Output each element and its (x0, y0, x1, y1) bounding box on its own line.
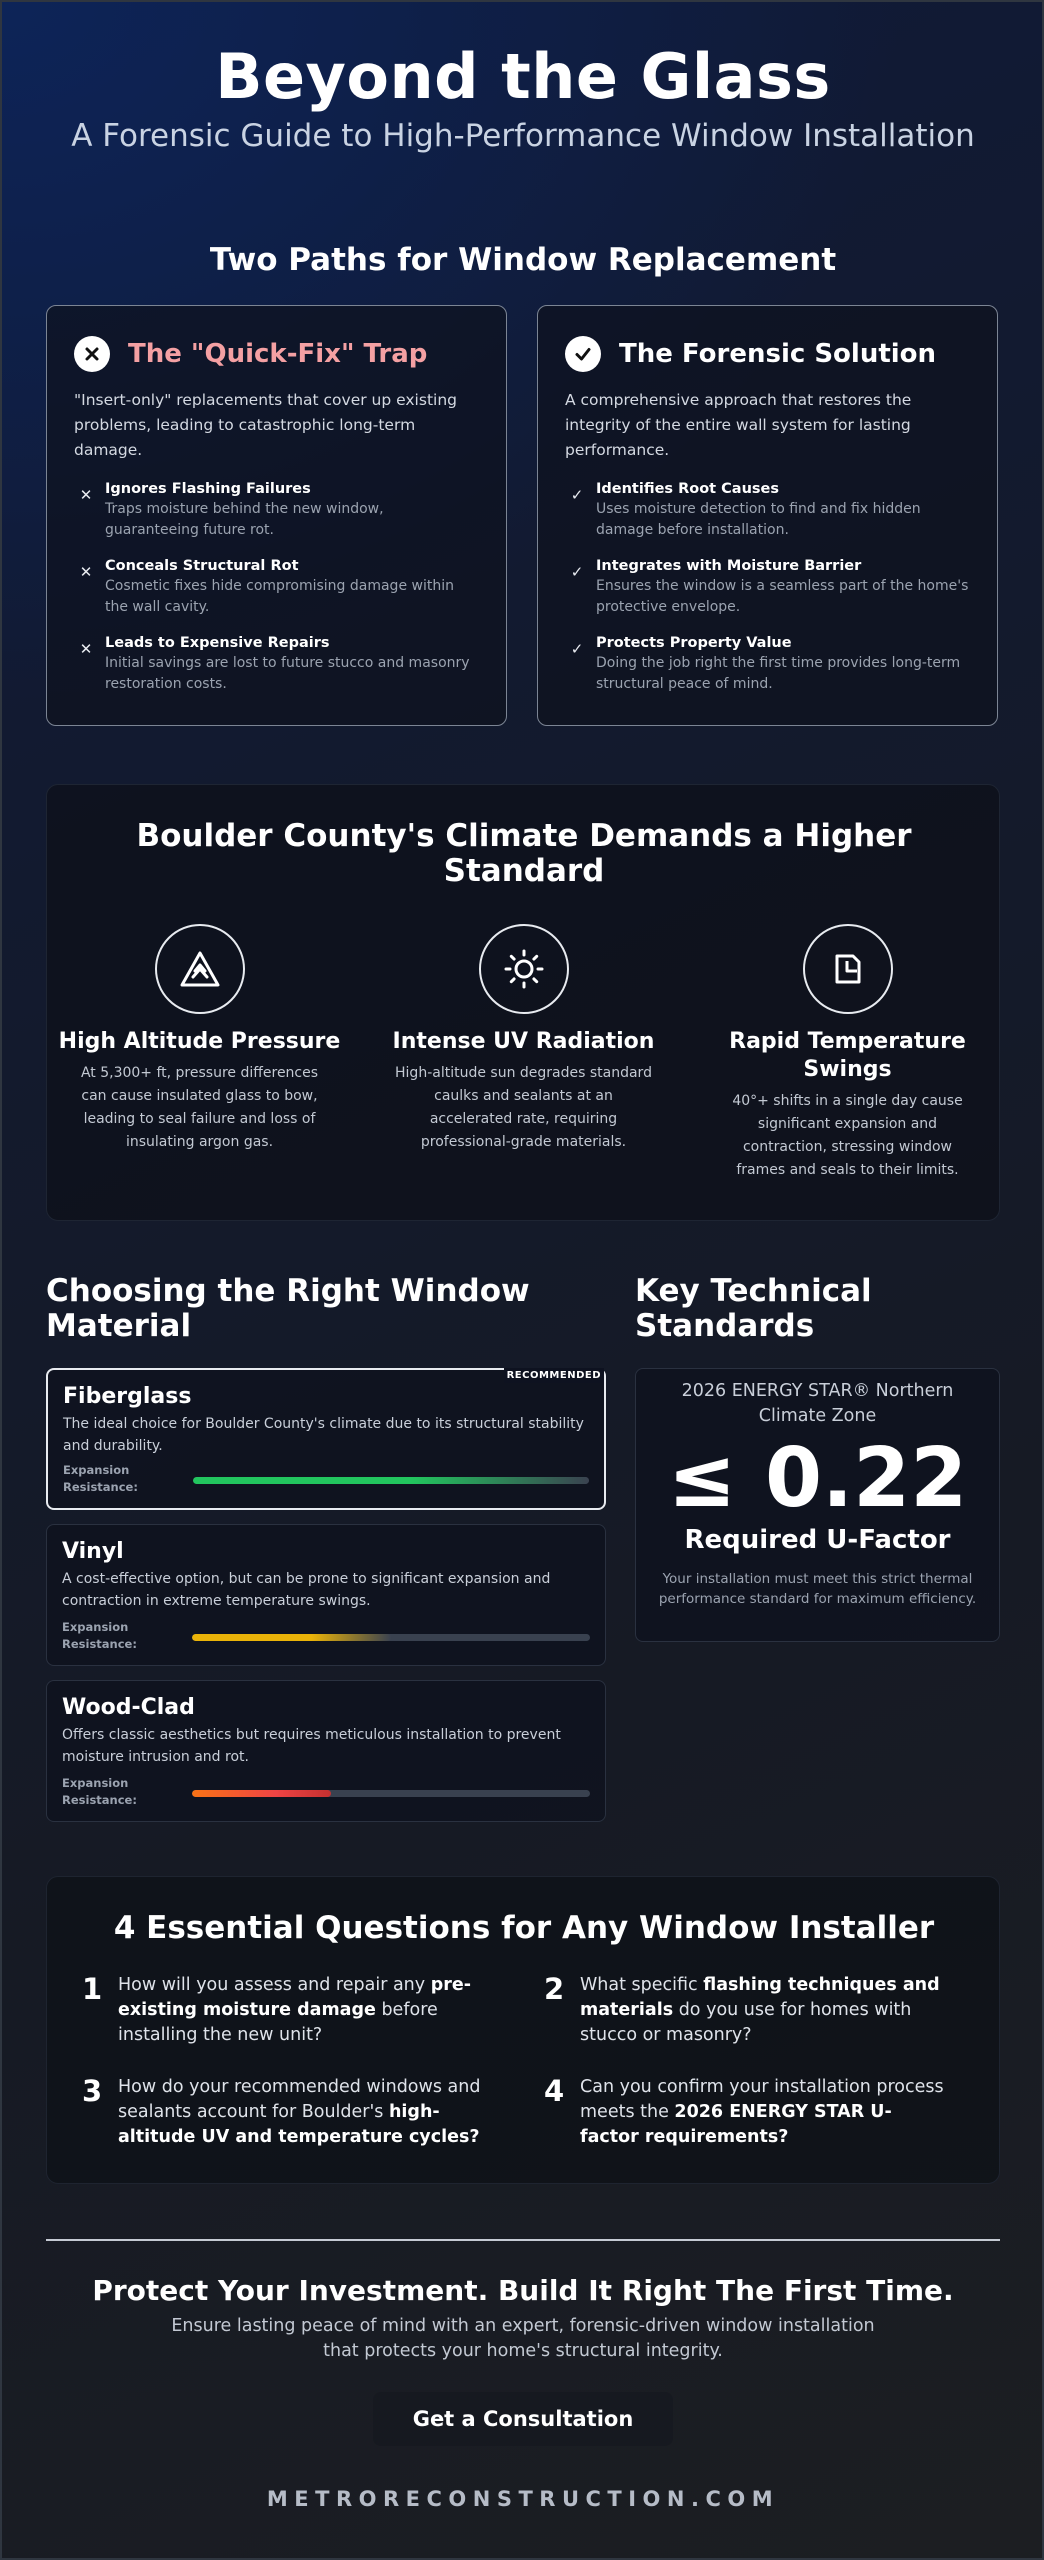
check-circle-icon (565, 336, 601, 372)
list-item (565, 557, 970, 618)
page-title: Beyond the Glass (215, 40, 831, 113)
climate-item-title: High Altitude Pressure (58, 1029, 341, 1054)
x-icon: ✕ (79, 563, 93, 581)
resistance-label: Expansion Resistance: (62, 1620, 137, 1651)
quick-fix-description: "Insert-only" replacements that cover up existing problems, leading to catastrophic long-term damage. (74, 391, 457, 459)
list-item (74, 557, 479, 618)
list-item (565, 634, 970, 695)
u-factor-value: ≤ 0.22 (667, 1431, 968, 1526)
mountain-icon (155, 924, 245, 1014)
divider (46, 2239, 1000, 2241)
list-item (74, 634, 479, 695)
resistance-bar (192, 1634, 590, 1641)
climate-item-description: High-altitude sun degrades standard caulks and sealants at an accelerated rate, requiring professional-grade materials. (395, 1065, 652, 1150)
item-description: Initial savings are lost to future stucco and masonry restoration costs. (105, 655, 470, 692)
website-link[interactable]: METRORECONSTRUCTION.COM (266, 2487, 780, 2511)
material-name: Vinyl (62, 1539, 124, 1564)
material-name: Fiberglass (63, 1384, 192, 1409)
cta-heading: Protect Your Investment. Build It Right The First Time. (92, 2274, 954, 2307)
climate-item-description: At 5,300+ ft, pressure differences can cause insulated glass to bow, leading to seal failure and loss of insulating argon gas. (80, 1065, 319, 1150)
x-icon: ✕ (79, 640, 93, 658)
climate-item-title: Intense UV Radiation (392, 1029, 655, 1054)
item-title: Identifies Root Causes (596, 481, 780, 497)
material-name: Wood-Clad (62, 1695, 195, 1720)
question-number: 2 (544, 1972, 565, 2006)
item-title: Integrates with Moisture Barrier (596, 558, 862, 574)
item-description: Doing the job right the first time provides long-term structural peace of mind. (596, 655, 961, 692)
item-title: Conceals Structural Rot (105, 558, 299, 574)
check-icon: ✓ (570, 640, 584, 658)
item-description: Ensures the window is a seamless part of the home's protective envelope. (596, 578, 969, 615)
question-item (82, 2075, 482, 2150)
item-description: Traps moisture behind the new window, guaranteeing future rot. (105, 501, 384, 538)
question-text: What specific flashing techniques and materials do you use for homes with stucco or masonry? (580, 1975, 940, 2045)
check-icon: ✓ (570, 486, 584, 504)
questions-section (46, 1876, 1000, 2184)
question-text: How will you assess and repair any pre-existing moisture damage before installing the new unit? (118, 1975, 471, 2045)
standard-label: 2026 ENERGY STAR® Northern Climate Zone (681, 1381, 954, 1426)
material-description: Offers classic aesthetics but requires meticulous installation to prevent moisture intrusion and rot. (62, 1727, 561, 1765)
questions-heading: 4 Essential Questions for Any Window Installer (113, 1910, 935, 1946)
x-icon: ✕ (79, 486, 93, 504)
question-text: How do your recommended windows and sealants account for Boulder's high-altitude UV and temperature cycles? (118, 2077, 481, 2147)
resistance-fill (192, 1790, 331, 1797)
item-description: Uses moisture detection to find and fix hidden damage before installation. (596, 501, 921, 538)
x-circle-icon (74, 336, 110, 372)
resistance-fill (192, 1634, 391, 1641)
question-number: 4 (544, 2074, 565, 2108)
material-description: The ideal choice for Boulder County's climate due to its structural stability and durability. (63, 1416, 584, 1454)
page-subtitle: A Forensic Guide to High-Performance Window Installation (71, 118, 975, 154)
quick-fix-card (46, 305, 507, 726)
cta-subtitle: Ensure lasting peace of mind with an expert, forensic-driven window installation that protects your home's structural integrity. (171, 2316, 875, 2361)
question-number: 3 (82, 2074, 103, 2108)
resistance-fill (193, 1477, 589, 1484)
standard-description: Your installation must meet this strict thermal performance standard for maximum efficiency. (658, 1571, 977, 1607)
climate-item (57, 924, 342, 1154)
climate-heading: Boulder County's Climate Demands a Higher Standard (136, 818, 912, 889)
item-description: Cosmetic fixes hide compromising damage within the wall cavity. (105, 578, 454, 615)
check-icon: ✓ (570, 563, 584, 581)
get-consultation-button[interactable]: Get a Consultation (373, 2392, 673, 2446)
list-item (74, 480, 479, 541)
recommended-badge: RECOMMENDED (504, 1368, 604, 1383)
climate-item-description: 40°+ shifts in a single day cause significant expansion and contraction, stressing window frames and seals to their limits. (732, 1093, 963, 1178)
material-card-fiberglass (46, 1368, 606, 1510)
climate-item-title: Rapid Temperature Swings (729, 1029, 966, 1082)
temperature-swing-icon (803, 924, 893, 1014)
resistance-label: Expansion Resistance: (63, 1463, 138, 1494)
climate-section (46, 784, 1000, 1221)
item-title: Leads to Expensive Repairs (105, 635, 330, 651)
item-title: Protects Property Value (596, 635, 792, 651)
climate-item (705, 924, 990, 1182)
resistance-bar (193, 1477, 589, 1484)
question-number: 1 (82, 1972, 103, 2006)
forensic-solution-description: A comprehensive approach that restores the integrity of the entire wall system for lasting performance. (565, 391, 912, 459)
standards-card (635, 1368, 1000, 1642)
resistance-label: Expansion Resistance: (62, 1776, 137, 1807)
u-factor-name: Required U-Factor (684, 1525, 951, 1555)
materials-heading: Choosing the Right Window Material (46, 1273, 530, 1344)
forensic-solution-title: The Forensic Solution (619, 339, 937, 369)
standards-heading: Key Technical Standards (635, 1273, 872, 1344)
climate-item (381, 924, 666, 1154)
forensic-solution-card (537, 305, 998, 726)
list-item (565, 480, 970, 541)
resistance-bar (192, 1790, 590, 1797)
question-item (82, 1973, 482, 2048)
material-card-wood-clad (46, 1680, 606, 1822)
paths-heading: Two Paths for Window Replacement (209, 242, 837, 278)
question-item (544, 1973, 944, 2048)
quick-fix-title: The "Quick-Fix" Trap (128, 339, 428, 369)
question-item (544, 2075, 944, 2150)
sun-icon (479, 924, 569, 1014)
question-text: Can you confirm your installation process meets the 2026 ENERGY STAR U-factor requirements? (580, 2077, 944, 2147)
material-description: A cost-effective option, but can be prone to significant expansion and contraction in extreme temperature swings. (62, 1571, 551, 1609)
material-card-vinyl (46, 1524, 606, 1666)
item-title: Ignores Flashing Failures (105, 481, 311, 497)
